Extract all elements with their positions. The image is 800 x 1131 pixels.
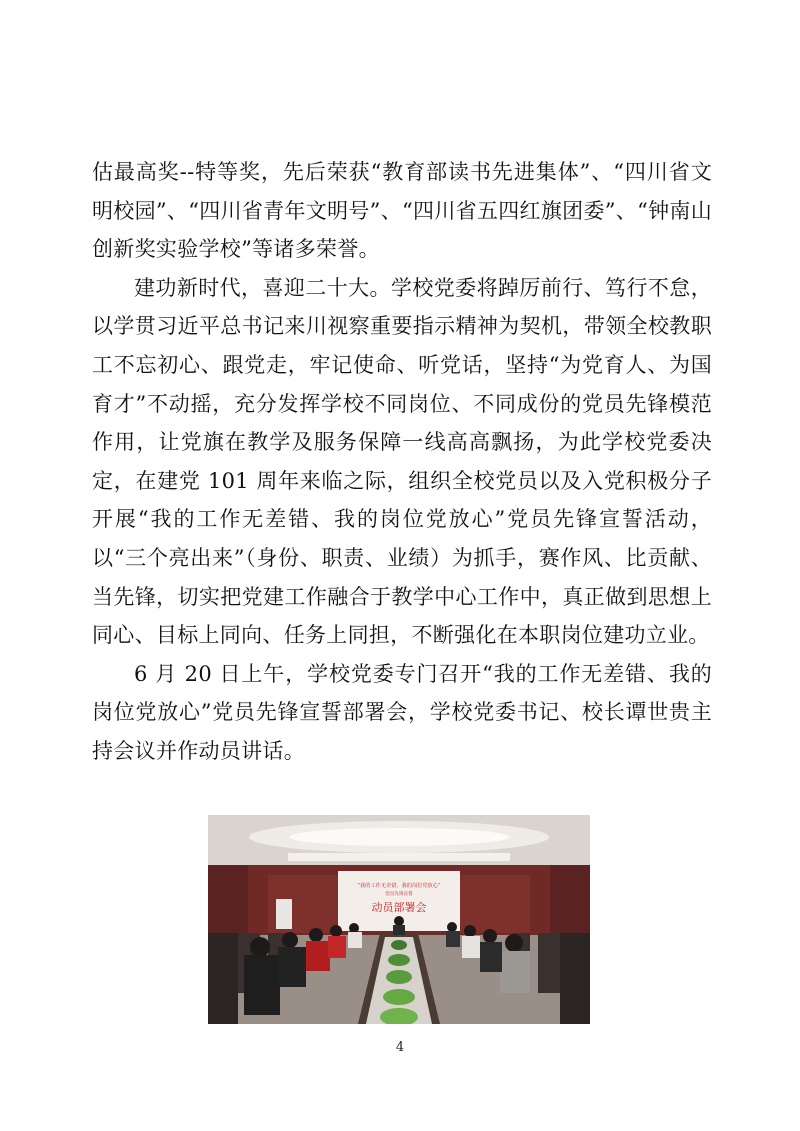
paragraph-2: 建功新时代，喜迎二十大。学校党委将踔厉前行、笃行不怠，以学贯习近平总书记来川视察重要指示精神为契机，带领全校教职工不忘初心、跟党走，牢记使命、听党话，坚持“为党育人、为国育才”不动摇，充分发挥学校不同岗位、不同成份的党员先锋模范作用，让党旗在教学及服务保障一线高高飘扬，为此学校党委决定，在建党 101 周年来临之际，组织全校党员以及入党积极分子开展“我的工作无差错、我的岗位党放心”党员先锋宣誓活动，以“三个亮出来”（身份、职责、业绩）为抓手，赛作风、比贡献、当先锋，切实把党建工作融合于教学中心工作中，真正做到思想上同心、目标上同向、任务上同担，不断强化在本职岗位建功立业。 bbox=[92, 275, 712, 648]
banner-line-1: “我的工作无差错、我的岗位党放心” bbox=[357, 883, 441, 889]
paragraph-1: 估最高奖--特等奖，先后荣获“教育部读书先进集体”、“四川省文明校园”、“四川省青年文明号”、“四川省五四红旗团委”、“钟南山创新奖实验学校”等诸多荣誉。 bbox=[92, 160, 713, 262]
body-text bbox=[92, 153, 712, 771]
page-number: 4 bbox=[395, 1040, 405, 1055]
banner-title: 动员部署会 bbox=[371, 901, 427, 914]
meeting-photo bbox=[208, 815, 590, 1024]
paragraph-3: 6 月 20 日上午，学校党委专门召开“我的工作无差错、我的岗位党放心”党员先锋宣誓部署会，学校党委书记、校长谭世贵主持会议并作动员讲话。 bbox=[92, 661, 712, 763]
banner-line-2: 党员先锋宣誓 bbox=[385, 892, 413, 897]
